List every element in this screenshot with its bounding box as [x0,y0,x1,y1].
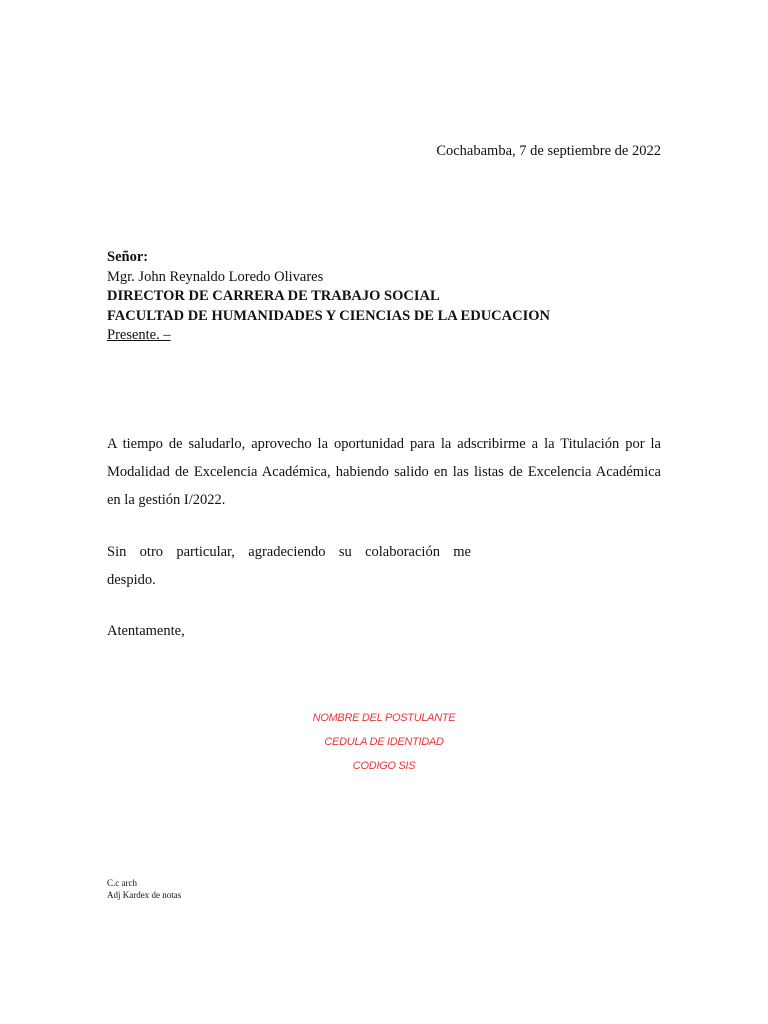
signature-id-card: CEDULA DE IDENTIDAD [324,736,444,748]
closing-line-2: despido. [107,572,156,588]
footer-notes [107,877,181,901]
signature-block [107,706,661,778]
recipient-faculty: FACULTAD DE HUMANIDADES Y CIENCIAS DE LA EDUCACION [107,307,550,324]
signature-name: NOMBRE DEL POSTULANTE [312,712,456,724]
farewell: Atentamente, [107,623,185,639]
recipient-salutation: Señor: [107,249,149,265]
footer-attachment: Adj Kardex de notas [107,890,182,900]
signature-code: CODIGO SIS [352,760,416,772]
recipient-name: Mgr. John Reynaldo Loredo Olivares [107,268,324,285]
recipient-presente: Presente. – [107,327,171,343]
recipient-block [107,248,550,346]
closing-line-1: Sin otro particular, agradeciendo su colaboración me [107,544,471,560]
body-paragraph: A tiempo de saludarlo, aprovecho la oportunidad para la adscribirme a la Titulación por la Modalidad de Excelencia Académica, habiendo salido en las listas de Excelencia Académica en la gestión I/2022. [107,436,661,508]
letter-date: Cochabamba, 7 de septiembre de 2022 [436,143,661,159]
footer-cc: C.c arch [107,878,137,888]
recipient-position: DIRECTOR DE CARRERA DE TRABAJO SOCIAL [107,288,440,304]
